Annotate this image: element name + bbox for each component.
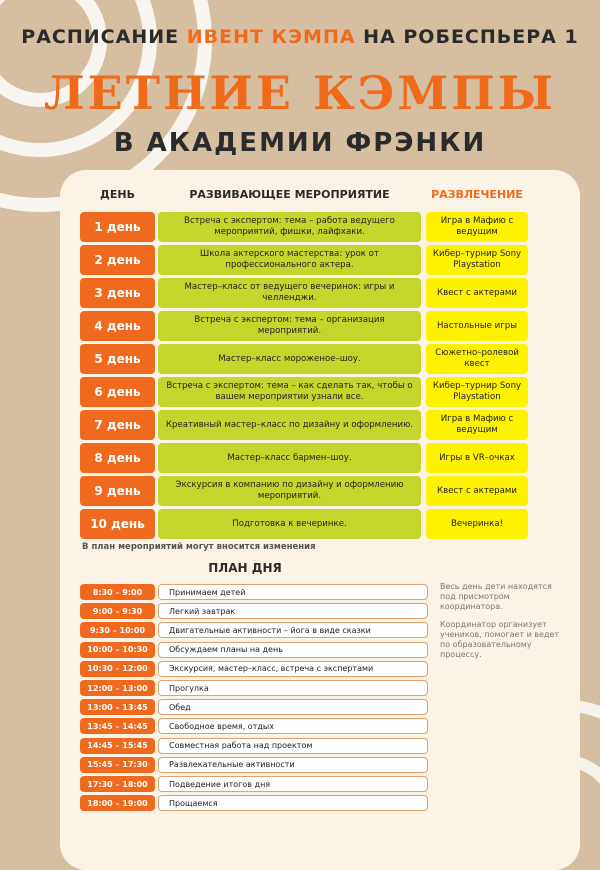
plan-activity-cell: Подведение итогов дня [158, 776, 428, 792]
header-line [0, 26, 600, 48]
plan-activity-cell: Легкий завтрак [158, 603, 428, 619]
schedule-activity-cell: Встреча с экспертом: тема – организация мероприятий. [158, 311, 421, 341]
schedule-fun-cell: Кибер–турнир Sony Playstation [426, 245, 528, 275]
column-header-fun: РАЗВЛЕЧЕНИЕ [431, 188, 523, 201]
schedule-fun-cell: Игра в Мафию с ведущим [426, 410, 528, 440]
page-subtitle: В АКАДЕМИИ ФРЭНКИ [113, 128, 487, 158]
plan-time-cell: 15:45 – 17:30 [80, 757, 155, 773]
plan-activity-cell: Обсуждаем планы на день [158, 642, 428, 658]
plan-activity-cell: Двигательные активности – йога в виде сказки [158, 622, 428, 638]
schedule-activity-cell: Креативный мастер–класс по дизайну и оформлению. [158, 410, 421, 440]
plan-time-cell: 13:00 – 13:45 [80, 699, 155, 715]
schedule-fun-cell: Квест с актерами [426, 476, 528, 506]
schedule-fun-cell: Настольные игры [426, 311, 528, 341]
schedule-fun-cell: Игра в Мафию с ведущим [426, 212, 528, 242]
plan-activity-cell: Развлекательные активности [158, 757, 428, 773]
schedule-fun-cell: Сюжетно–ролевой квест [426, 344, 528, 374]
plan-activity-cell: Прощаемся [158, 795, 428, 811]
plan-time-cell: 14:45 – 15:45 [80, 738, 155, 754]
schedule-day-cell: 3 день [80, 278, 155, 308]
plan-time-cell: 17:30 – 18:00 [80, 776, 155, 792]
schedule-activity-cell: Экскурсия в компанию по дизайну и оформлению мероприятий. [158, 476, 421, 506]
schedule-day-cell: 10 день [80, 509, 155, 539]
plan-activity-cell: Прогулка [158, 680, 428, 696]
header-text-end: НА РОБЕСПЬЕРА 1 [355, 26, 579, 48]
plan-time-cell: 18:00 – 19:00 [80, 795, 155, 811]
schedule-fun-cell: Игры в VR–очках [426, 443, 528, 473]
schedule-fun-cell: Квест с актерами [426, 278, 528, 308]
plan-activity-cell: Свободное время, отдых [158, 718, 428, 734]
schedule-activity-cell: Встреча с экспертом: тема – работа ведущего мероприятий, фишки, лайфхаки. [158, 212, 421, 242]
schedule-fun-cell: Кибер–турнир Sony Playstation [426, 377, 528, 407]
plan-activity-cell: Принимаем детей [158, 584, 428, 600]
plan-activity-cell: Совместная работа над проектом [158, 738, 428, 754]
plan-time-cell: 13:45 – 14:45 [80, 718, 155, 734]
plan-title: ПЛАН ДНЯ [208, 561, 282, 575]
schedule-activity-cell: Встреча с экспертом: тема – как сделать так, чтобы о вашем мероприятии узнали все. [158, 377, 421, 407]
page-title: ЛЕТНИЕ КЭМПЫ [43, 66, 557, 120]
schedule-day-cell: 8 день [80, 443, 155, 473]
plan-activity-cell: Обед [158, 699, 428, 715]
column-header-day: ДЕНЬ [100, 188, 135, 201]
header-text: РАСПИСАНИЕ [21, 26, 187, 48]
schedule-day-cell: 5 день [80, 344, 155, 374]
plan-time-cell: 10:30 – 12:00 [80, 661, 155, 677]
schedule-activity-cell: Подготовка к вечеринке. [158, 509, 421, 539]
plan-time-cell: 8:30 – 9:00 [80, 584, 155, 600]
plan-time-cell: 9:30 – 10:00 [80, 622, 155, 638]
schedule-day-cell: 2 день [80, 245, 155, 275]
schedule-day-cell: 9 день [80, 476, 155, 506]
side-note-supervision: Весь день дети находятся под присмотром координатора. [440, 582, 552, 611]
plan-time-cell: 12:00 – 13:00 [80, 680, 155, 696]
plan-time-cell: 10:00 – 10:30 [80, 642, 155, 658]
schedule-activity-cell: Мастер–класс мороженое–шоу. [158, 344, 421, 374]
header-accent-text: ИВЕНТ КЭМПА [186, 26, 356, 48]
schedule-activity-cell: Школа актерского мастерства: урок от профессионального актера. [158, 245, 421, 275]
schedule-day-cell: 1 день [80, 212, 155, 242]
side-note-coordinator: Координатор организует учеников, помогает и ведет по образовательному процессу. [440, 620, 560, 659]
schedule-day-cell: 6 день [80, 377, 155, 407]
schedule-activity-cell: Мастер–класс бармен–шоу. [158, 443, 421, 473]
column-header-activity: РАЗВИВАЮЩЕЕ МЕРОПРИЯТИЕ [189, 188, 390, 201]
plan-activity-cell: Экскурсия, мастер–класс, встреча с экспертами [158, 661, 428, 677]
plan-time-cell: 9:00 – 9:30 [80, 603, 155, 619]
schedule-activity-cell: Мастер–класс от ведущего вечеринок: игры и челленджи. [158, 278, 421, 308]
schedule-day-cell: 7 день [80, 410, 155, 440]
schedule-day-cell: 4 день [80, 311, 155, 341]
schedule-fun-cell: Вечеринка! [426, 509, 528, 539]
schedule-note: В план мероприятий могут вносится изменения [82, 542, 316, 552]
